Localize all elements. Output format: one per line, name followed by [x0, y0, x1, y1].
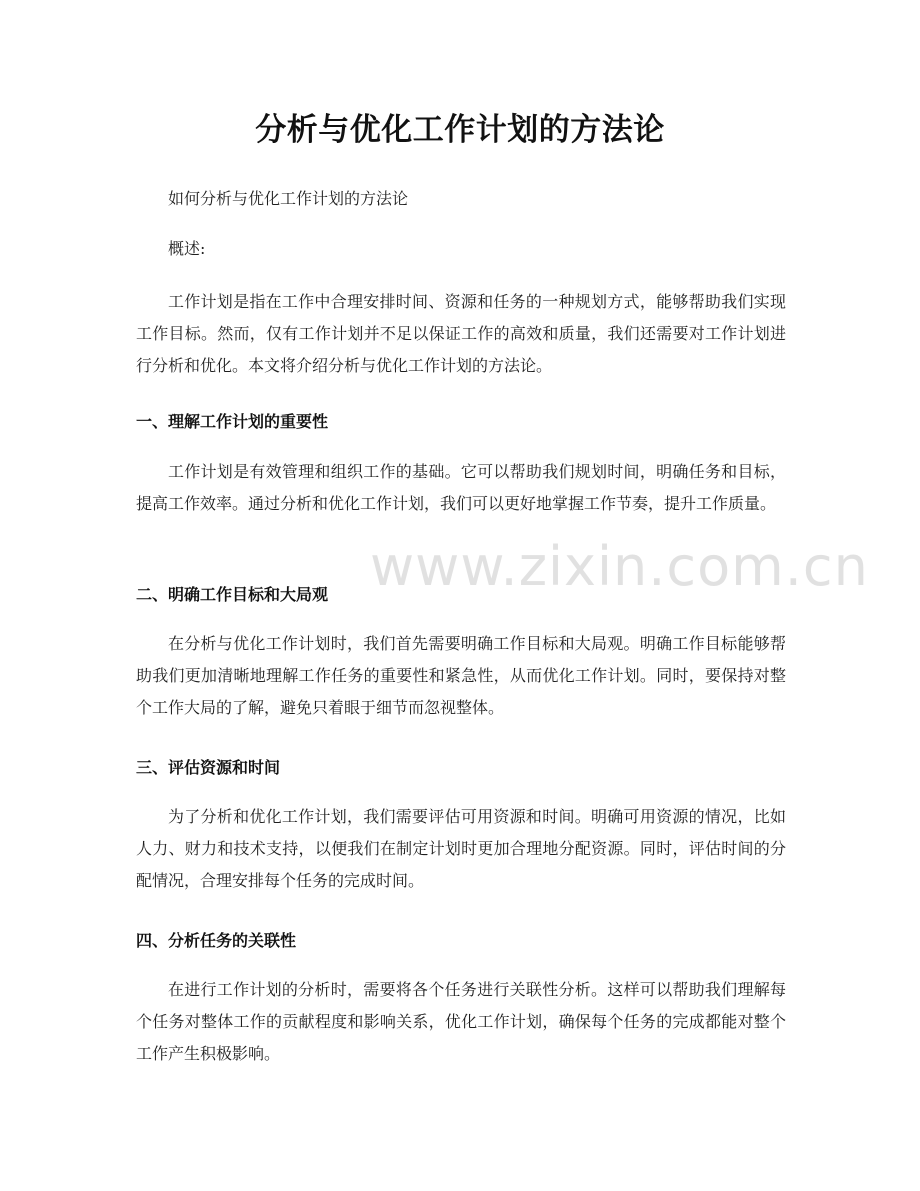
section-1-body: 工作计划是有效管理和组织工作的基础。它可以帮助我们规划时间，明确任务和目标，提高工作效率。通过分析和优化工作计划，我们可以更好地掌握工作节奏，提升工作质量。: [136, 462, 786, 513]
section-1-heading: 一、理解工作计划的重要性: [136, 412, 329, 431]
overview-label: 概述:: [168, 239, 206, 258]
section-4-heading: 四、分析任务的关联性: [136, 931, 297, 950]
section-2-body: 在分析与优化工作计划时，我们首先需要明确工作目标和大局观。明确工作目标能够帮助我们更加清晰地理解工作任务的重要性和紧急性，从而优化工作计划。同时，要保持对整个工作大局的了解，避免只着眼于细节而忽视整体。: [136, 634, 786, 717]
section-3-body: 为了分析和优化工作计划，我们需要评估可用资源和时间。明确可用资源的情况，比如人力、财力和技术支持，以便我们在制定计划时更加合理地分配资源。同时，评估时间的分配情况，合理安排每个任务的完成时间。: [136, 807, 786, 890]
subtitle-line: 如何分析与优化工作计划的方法论: [168, 189, 409, 208]
intro-paragraph: 工作计划是指在工作中合理安排时间、资源和任务的一种规划方式，能够帮助我们实现工作目标。然而，仅有工作计划并不足以保证工作的高效和质量，我们还需要对工作计划进行分析和优化。本文将介绍分析与优化工作计划的方法论。: [136, 292, 786, 375]
section-4-body: 在进行工作计划的分析时，需要将各个任务进行关联性分析。这样可以帮助我们理解每个任务对整体工作的贡献程度和影响关系，优化工作计划，确保每个任务的完成都能对整个工作产生积极影响。: [136, 980, 786, 1063]
section-3-heading: 三、评估资源和时间: [136, 758, 281, 777]
section-2-heading: 二、明确工作目标和大局观: [136, 585, 329, 604]
watermark: www.zixin.com.cn: [370, 535, 869, 598]
document-title: 分析与优化工作计划的方法论: [255, 112, 665, 148]
